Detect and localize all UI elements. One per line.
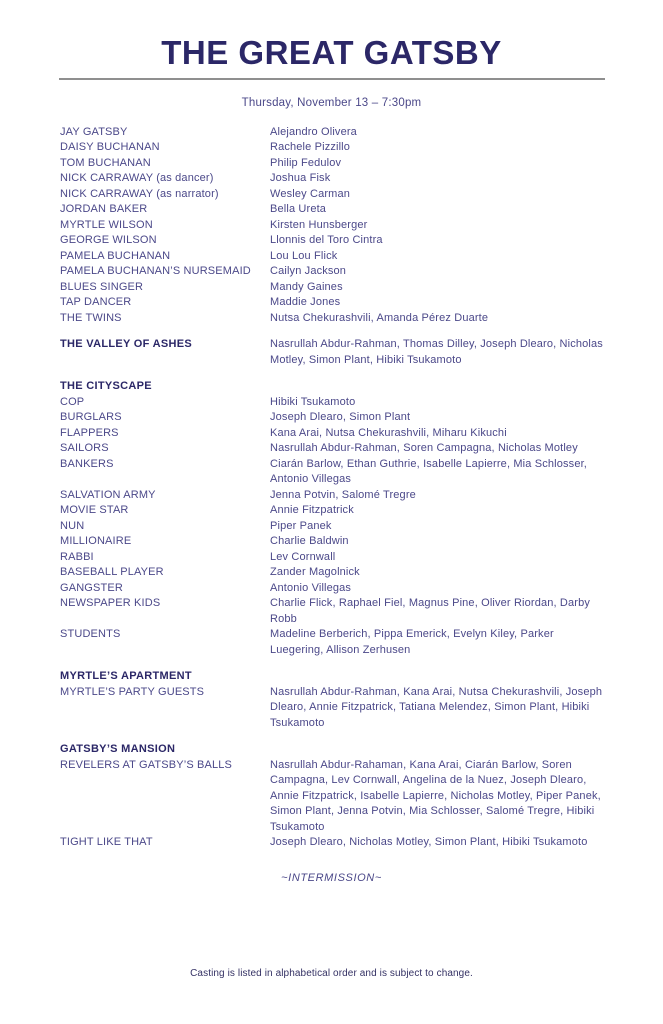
performer-names: Charlie Baldwin	[270, 535, 349, 548]
cast-row	[60, 685, 610, 732]
cast-row	[60, 596, 610, 627]
performer-names: Nasrullah Abdur-Rahman, Kana Arai, Nutsa Chekurashvili, Joseph Dlearo, Annie Fitzpatrick, Tatiana Melendez, Simon Plant, Hibiki Tsukamoto	[270, 685, 603, 729]
section-header-row	[60, 742, 610, 758]
section-header-row	[60, 337, 610, 368]
section-header-names: Nasrullah Abdur-Rahman, Thomas Dilley, Joseph Dlearo, Nicholas Motley, Simon Plant, Hibiki Tsukamoto	[270, 338, 603, 366]
role-label: NEWSPAPER KIDS	[60, 597, 161, 610]
performer-names: Nutsa Chekurashvili, Amanda Pérez Duarte	[270, 311, 489, 324]
role-label: PAMELA BUCHANAN’S NURSEMAID	[60, 265, 251, 278]
role-label: STUDENTS	[60, 628, 121, 641]
role-label: MYRTLE’S PARTY GUESTS	[60, 685, 205, 698]
cast-row	[60, 758, 610, 836]
role-label: MILLIONAIRE	[60, 535, 132, 548]
cast-row	[60, 264, 610, 280]
role-label: JORDAN BAKER	[60, 203, 148, 216]
cast-row	[60, 202, 610, 218]
role-label: REVELERS AT GATSBY’S BALLS	[60, 758, 233, 771]
performer-names: Zander Magolnick	[270, 566, 360, 579]
cast-section	[60, 379, 610, 658]
intermission-note: ~INTERMISSION~	[281, 871, 382, 884]
role-label: NICK CARRAWAY (as narrator)	[60, 187, 219, 200]
performer-names: Piper Panek	[270, 519, 332, 532]
performer-names: Nasrullah Abdur-Rahman, Soren Campagna, Nicholas Motley	[270, 442, 578, 455]
section-rows	[60, 125, 610, 327]
section-rows	[60, 395, 610, 659]
section-header: GATSBY’S MANSION	[60, 743, 176, 756]
performer-names: Bella Ureta	[270, 203, 327, 216]
role-label: MYRTLE WILSON	[60, 218, 153, 231]
cast-row	[60, 835, 610, 851]
performer-names: Charlie Flick, Raphael Fiel, Magnus Pine, Oliver Riordan, Darby Robb	[270, 597, 591, 625]
role-label: BLUES SINGER	[60, 280, 144, 293]
cast-section	[60, 125, 610, 327]
role-label: BANKERS	[60, 457, 114, 470]
role-label: TAP DANCER	[60, 296, 132, 309]
section-rows	[60, 685, 610, 732]
cast-section	[60, 742, 610, 851]
cast-row	[60, 426, 610, 442]
cast-row	[60, 295, 610, 311]
performer-names: Jenna Potvin, Salomé Tregre	[270, 488, 416, 501]
cast-row	[60, 581, 610, 597]
cast-list	[60, 125, 610, 851]
page-title: THE GREAT GATSBY	[161, 34, 502, 71]
performer-names: Nasrullah Abdur-Rahaman, Kana Arai, Ciarán Barlow, Soren Campagna, Lev Cornwall, Angelina de la Nuez, Joseph Dlearo, Annie Fitzpatrick, Isabelle Lapierre, Nicholas Motley, Piper Panek, Simon Plant, Jenna Potvin, Mia Schlosser, Salomé Tregre, Hibiki Tsukamoto	[270, 758, 601, 833]
role-label: BASEBALL PLAYER	[60, 566, 164, 579]
cast-row	[60, 488, 610, 504]
performer-names: Hibiki Tsukamoto	[270, 395, 356, 408]
cast-row	[60, 534, 610, 550]
performer-names: Philip Fedulov	[270, 156, 342, 169]
cast-row	[60, 457, 610, 488]
cast-row	[60, 519, 610, 535]
performer-names: Joseph Dlearo, Nicholas Motley, Simon Plant, Hibiki Tsukamoto	[270, 836, 588, 849]
role-label: NICK CARRAWAY (as dancer)	[60, 172, 214, 185]
role-label: SAILORS	[60, 442, 109, 455]
cast-row	[60, 627, 610, 658]
cast-row	[60, 140, 610, 156]
role-label: DAISY BUCHANAN	[60, 141, 160, 154]
role-label: JAY GATSBY	[60, 125, 128, 138]
cast-row	[60, 410, 610, 426]
performer-names: Joshua Fisk	[270, 172, 331, 185]
performer-names: Llonnis del Toro Cintra	[270, 234, 383, 247]
role-label: SALVATION ARMY	[60, 488, 156, 501]
cast-row	[60, 156, 610, 172]
cast-row	[60, 503, 610, 519]
cast-row	[60, 249, 610, 265]
role-label: GANGSTER	[60, 581, 123, 594]
performer-names: Lev Cornwall	[270, 550, 336, 563]
performer-names: Kana Arai, Nutsa Chekurashvili, Miharu Kikuchi	[270, 426, 507, 439]
performer-names: Rachele Pizzillo	[270, 141, 351, 154]
section-header: THE CITYSCAPE	[60, 380, 152, 393]
performer-names: Kirsten Hunsberger	[270, 218, 368, 231]
cast-row	[60, 233, 610, 249]
performer-names: Annie Fitzpatrick	[270, 504, 354, 517]
section-header-row	[60, 379, 610, 395]
performer-names: Mandy Gaines	[270, 280, 343, 293]
role-label: COP	[60, 395, 85, 408]
role-label: NUN	[60, 519, 85, 532]
role-label: TOM BUCHANAN	[60, 156, 151, 169]
cast-row	[60, 311, 610, 327]
performer-names: Antonio Villegas	[270, 581, 352, 594]
performer-names: Wesley Carman	[270, 187, 350, 200]
cast-row	[60, 550, 610, 566]
cast-row	[60, 218, 610, 234]
cast-row	[60, 187, 610, 203]
role-label: FLAPPERS	[60, 426, 119, 439]
performer-names: Ciarán Barlow, Ethan Guthrie, Isabelle Lapierre, Mia Schlosser, Antonio Villegas	[270, 457, 587, 486]
role-label: PAMELA BUCHANAN	[60, 249, 171, 262]
section-header: MYRTLE’S APARTMENT	[60, 670, 192, 683]
cast-section	[60, 337, 610, 368]
cast-row	[60, 280, 610, 296]
role-label: MOVIE STAR	[60, 504, 129, 517]
role-label: GEORGE WILSON	[60, 234, 157, 247]
cast-section	[60, 669, 610, 731]
section-header: THE VALLEY OF ASHES	[60, 338, 193, 351]
cast-row	[60, 125, 610, 141]
performance-datetime: Thursday, November 13 – 7:30pm	[241, 96, 422, 109]
casting-note: Casting is listed in alphabetical order and is subject to change.	[190, 968, 473, 979]
role-label: BURGLARS	[60, 411, 122, 424]
performer-names: Alejandro Olivera	[270, 125, 357, 138]
cast-row	[60, 441, 610, 457]
role-label: TIGHT LIKE THAT	[60, 836, 153, 849]
performer-names: Cailyn Jackson	[270, 265, 347, 278]
performer-names: Lou Lou Flick	[270, 249, 338, 262]
performer-names: Madeline Berberich, Pippa Emerick, Evelyn Kiley, Parker Luegering, Allison Zerhusen	[270, 628, 554, 656]
performer-names: Maddie Jones	[270, 296, 341, 309]
title-divider	[59, 78, 605, 80]
cast-row	[60, 171, 610, 187]
cast-row	[60, 395, 610, 411]
role-label: THE TWINS	[60, 311, 122, 324]
section-rows	[60, 758, 610, 851]
role-label: RABBI	[60, 550, 94, 563]
performer-names: Joseph Dlearo, Simon Plant	[270, 411, 411, 424]
section-header-row	[60, 669, 610, 685]
cast-row	[60, 565, 610, 581]
